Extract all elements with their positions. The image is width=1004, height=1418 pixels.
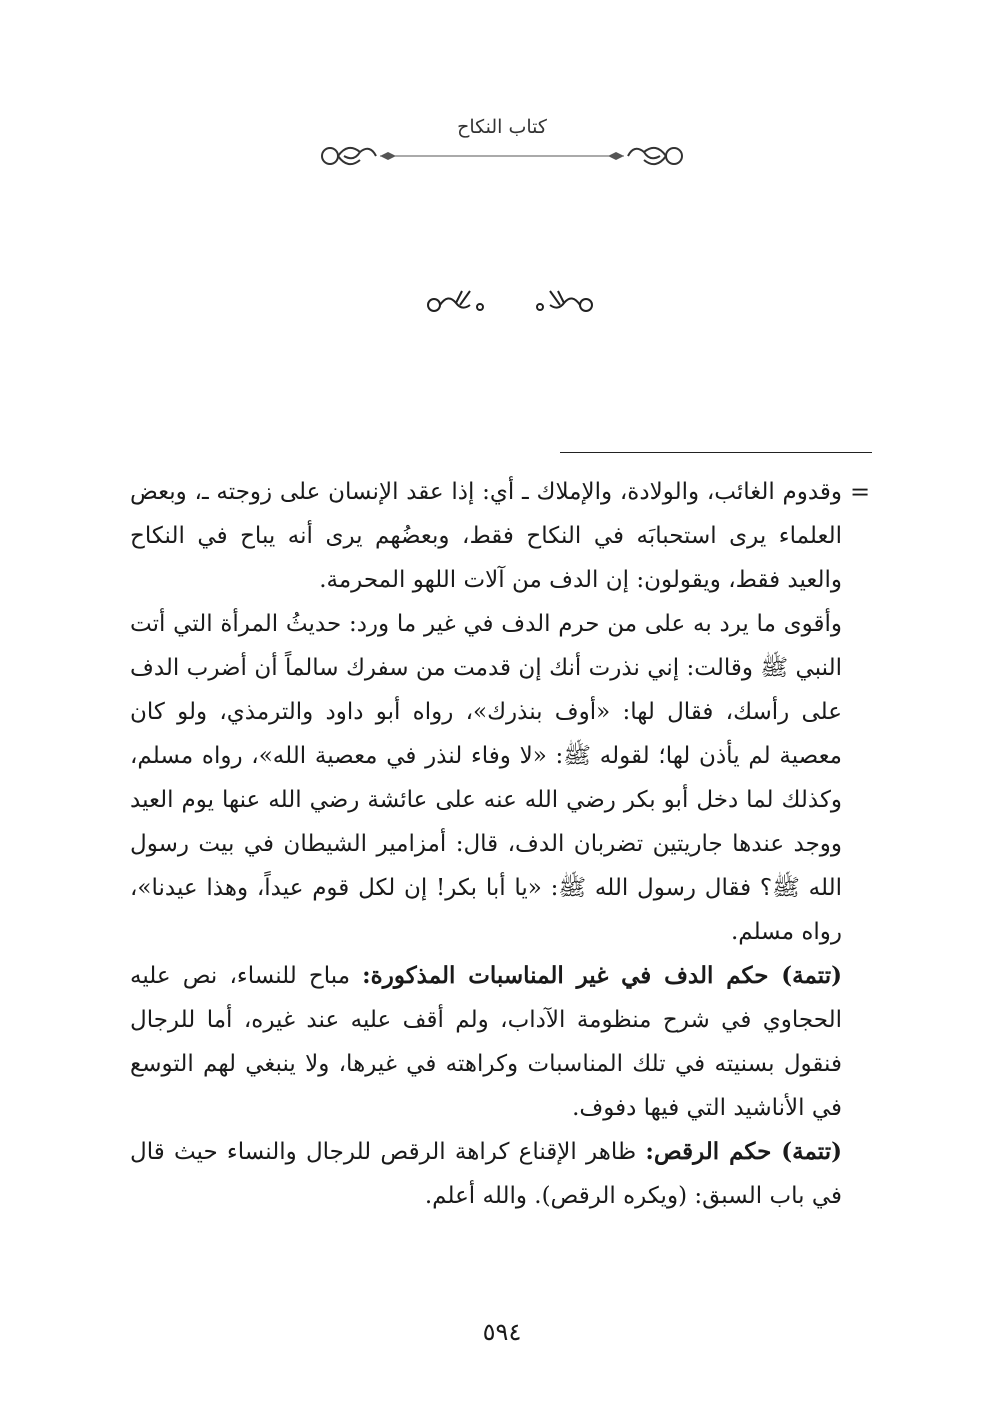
page-number: ٥٩٤: [482, 1318, 522, 1346]
supplement-paragraph: [130, 954, 842, 1130]
footnote-body: [130, 470, 842, 1218]
supplement-paragraph: [130, 1130, 842, 1218]
supplement-text: ظاهر الإقناع كراهة الرقص للرجال والنساء حيث قال في باب السبق: (ويكره الرقص). والله أعلم.: [130, 1139, 842, 1209]
running-header: [300, 110, 704, 180]
footnote-divider: [560, 452, 872, 453]
supplement-heading: (تتمة) حكم الرقص:: [645, 1138, 842, 1165]
section-separator-icon: [420, 285, 600, 321]
continuation-mark: =: [850, 478, 871, 506]
running-title: كتاب النكاح: [457, 116, 547, 138]
header-ornament-icon: [300, 142, 704, 172]
footnote-paragraph: وأقوى ما يرد به على من حرم الدف في غير ما ورد: حديثُ المرأة التي أتت النبي ﷺ وقالت: إني نذرت أنك إن قدمت من سفرك سالماً أن أضرب الدف على رأسك، فقال لها: «أوف بنذرك»، رواه أبو داود والترمذي، ولو كان معصية لم يأذن لها؛ لقوله ﷺ: «لا وفاء لنذر في معصية الله»، رواه مسلم، وكذلك لما دخل أبو بكر رضي الله عنه على عائشة رضي الله عنها يوم العيد ووجد عندها جاريتين تضربان الدف، قال: أمزامير الشيطان في بيت رسول الله ﷺ؟ فقال رسول الله ﷺ: «يا أبا بكر! إن لكل قوم عيداً، وهذا عيدنا»، رواه مسلم.: [130, 611, 842, 945]
footnote-paragraph: وقدوم الغائب، والولادة، والإملاك ـ أي: إذا عقد الإنسان على زوجته ـ، وبعض العلماء يرى استحبابَه في النكاح فقط، وبعضُهم يرى أنه يباح في النكاح والعيد فقط، ويقولون: إن الدف من آلات اللهو المحرمة.: [130, 479, 842, 593]
supplement-text: مباح للنساء، نص عليه الحجاوي في شرح منظومة الآداب، ولم أقف عليه عند غيره، أما للرجال فنقول بسنيته في تلك المناسبات وكراهته في غيرها، ولا ينبغي لهم التوسع في الأناشيد التي فيها دفوف.: [130, 963, 842, 1121]
supplement-heading: (تتمة) حكم الدف في غير المناسبات المذكورة:: [362, 962, 843, 989]
